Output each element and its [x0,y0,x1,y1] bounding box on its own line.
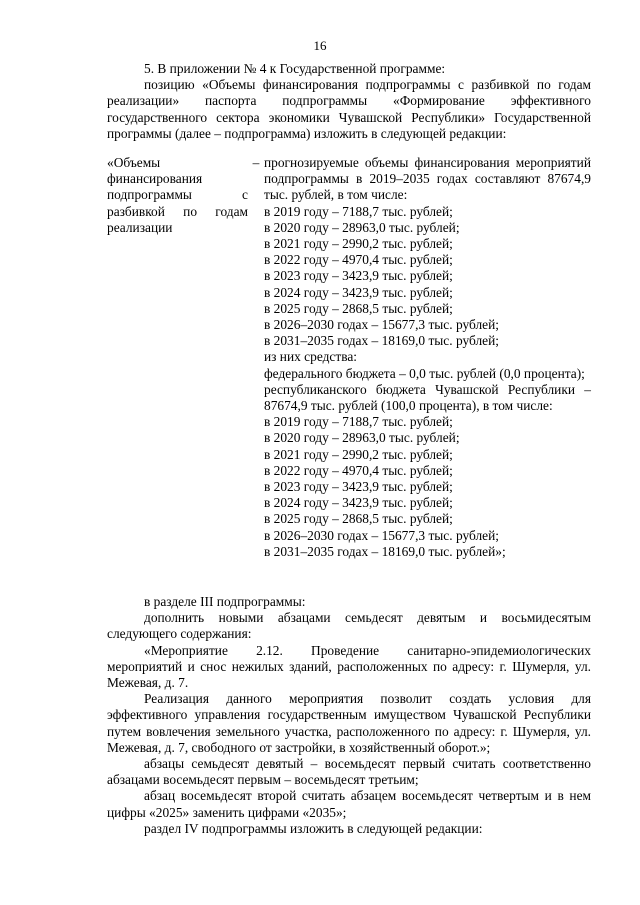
financing-table [107,155,591,560]
federal-line: федерального бюджета – 0,0 тыс. рублей (0,0 процента); [264,365,585,381]
year-line: в 2021 году – 2990,2 тыс. рублей; [264,446,453,462]
intro-paragraph: позицию «Объемы финансирования подпрограммы с разбивкой по годам реализации» паспорта подпрограммы «Формирование эффективного государственного сектора экономики Чувашской Республики» Государственной программы (далее – подпрограмма) изложить в следующей редакции: [107,77,591,141]
year-line: в 2023 году – 3423,9 тыс. рублей; [264,268,453,284]
year-line: в 2019 году – 7188,7 тыс. рублей; [264,203,453,219]
paragraph: в разделе III подпрограммы: [144,594,306,609]
intro-section [107,61,591,142]
of-them-line: из них средства: [264,349,358,365]
paragraph: «Мероприятие 2.12. Проведение санитарно-эпидемиологических мероприятий и снос нежилых зданий, расположенных по адресу: г. Шумерля, ул. Межевая, д. 7. [107,642,591,691]
year-line: в 2025 году – 2868,5 тыс. рублей; [264,511,453,527]
year-line: в 2022 году – 4970,4 тыс. рублей; [264,252,453,268]
paragraph: дополнить новыми абзацами семьдесят девятым и восьмидесятым следующего содержания: [107,610,591,642]
table-left-cell: «Объемы финансирования подпрограммы с разбивкой по годам реализации [107,155,248,235]
table-dash: – [252,155,260,170]
financing-intro: прогнозируемые объемы финансирования мероприятий подпрограммы в 2019–2035 годах составляют 87674,9 тыс. рублей, в том числе: [264,155,591,203]
page-number: 16 [313,38,327,53]
table-right-cell [264,155,591,560]
year-line: в 2023 году – 3423,9 тыс. рублей; [264,479,453,495]
year-line: в 2026–2030 годах – 15677,3 тыс. рублей; [264,527,499,543]
year-line: в 2024 году – 3423,9 тыс. рублей; [264,495,453,511]
year-line: в 2021 году – 2990,2 тыс. рублей; [264,236,453,252]
paragraph: Реализация данного мероприятия позволит создать условия для эффективного управления государственным имуществом Чувашской Республики путем вовлечения земельного участка, расположенного по адресу: г. Шумерля, ул. Межевая, д. 7, свободного от застройки, в хозяйственный оборот.»; [107,691,591,755]
year-line: в 2026–2030 годах – 15677,3 тыс. рублей; [264,317,499,333]
paragraph: абзац восемьдесят второй считать абзацем восемьдесят четвертым и в нем цифры «2025» заменить цифрами «2035»; [107,788,591,820]
year-line: в 2019 году – 7188,7 тыс. рублей; [264,414,453,430]
paragraph: абзацы семьдесят девятый – восемьдесят первый считать соответственно абзацами восемьдесят первым – восемьдесят третьим; [107,756,591,788]
year-line: в 2022 году – 4970,4 тыс. рублей; [264,462,453,478]
year-line: в 2024 году – 3423,9 тыс. рублей; [264,284,453,300]
year-line: в 2020 году – 28963,0 тыс. рублей; [264,219,460,235]
year-line: в 2031–2035 годах – 18169,0 тыс. рублей; [264,333,499,349]
paragraph: раздел IV подпрограммы изложить в следующей редакции: [144,820,483,836]
year-line: в 2031–2035 годах – 18169,0 тыс. рублей»; [264,543,506,559]
section-heading: 5. В приложении № 4 к Государственной программе: [144,61,446,76]
year-line: в 2020 году – 28963,0 тыс. рублей; [264,430,460,446]
republic-line: республиканского бюджета Чувашской Республики – 87674,9 тыс. рублей (100,0 процента), в том числе: [264,381,591,414]
year-line: в 2025 году – 2868,5 тыс. рублей; [264,300,453,316]
amendments-section [107,594,591,837]
